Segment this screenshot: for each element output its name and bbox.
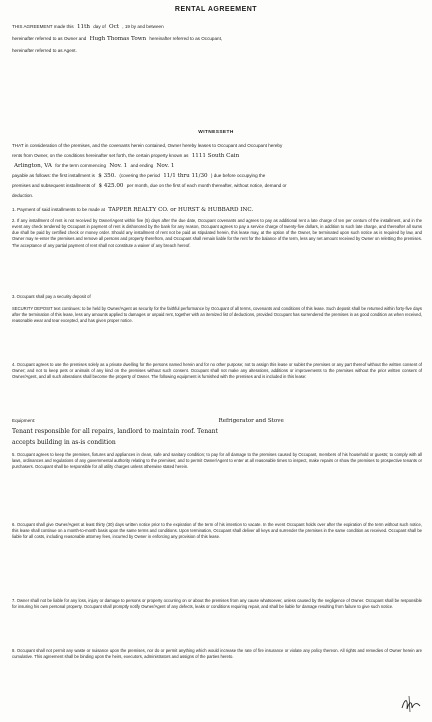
property-city: Arlington, VA — [14, 163, 52, 169]
clause-4: 4. Occupant agrees to use the premises solely as a private dwelling for the persons named herein and for no other purpose; not to assign this lease or sublet the premises or any part thereof without the written consent of Owner; and not to keep pets or animals of any kind on the premises without such consent. Occupant shall not make any alterations, additions or improvements to the premises without the prior written consent of Owner/Agent, and all such alterations shall become the property of Owner. The following equipment is furnished with the premises and is included in this lease: — [12, 362, 422, 380]
body-printed-5a: per month, due on the first of each month thereafter, without notice, demand or — [126, 183, 287, 188]
body-line-4 — [12, 173, 422, 179]
witnesseth-heading: WITNESSETH — [198, 130, 234, 135]
body-printed-7: 1. Payment of said installments to be made at — [12, 207, 105, 212]
header-line-1 — [12, 24, 422, 30]
clause-5: 5. Occupant agrees to keep the premises, fixtures and appliances in clean, safe and sanitary condition; to pay for all damage to the premises caused by Occupant, members of his household or guests; to comply with all laws, ordinances and regulations of any governmental authority relating to the premises; and to permit Owner/Agent to enter at all reasonable times to inspect, make repairs or show the premises to prospective tenants or purchasers. Occupant shall be responsible for all utility charges unless otherwise stated herein. — [12, 452, 422, 470]
occupant-name: Hugh Thomas Town — [89, 36, 147, 42]
body-printed-6: deduction. — [12, 193, 34, 198]
body-printed-3b: and ending — [130, 163, 154, 168]
header-mid-2: hereinafter referred to as Occupant, — [149, 36, 223, 41]
payment-location: TAPPER REALTY CO. or HURST & HUBBARD INC. — [108, 207, 254, 213]
body-line-1 — [12, 143, 422, 149]
body-printed-5: premises and subsequent installments of — [12, 183, 96, 188]
document-title: RENTAL AGREEMENT — [174, 6, 258, 13]
header-printed-2: hereinafter referred to as Owner and — [12, 36, 87, 41]
body-printed-2: rents from Owner, on the conditions hereinafter set forth, the certain property known as — [12, 153, 189, 158]
body-line-6 — [12, 193, 422, 199]
occupant-initials-signature — [400, 694, 422, 714]
first-period: 11/1 thru 11/30 — [163, 173, 208, 179]
body-printed-3a: for the term commencing — [55, 163, 107, 168]
agreement-day: 11th — [76, 24, 90, 30]
equipment-line — [12, 418, 422, 424]
term-start: Nov. 1 — [109, 163, 128, 169]
clause-8: 8. Occupant shall not permit any waste or nuisance upon the premises, nor do or permit anything which would increase the rate of fire insurance or violate any policy thereon. All rights and remedies of Owner herein are cumulative. This agreement shall be binding upon the heirs, executors, administrators and assigns of the parties hereto. — [12, 648, 422, 660]
header-line-2 — [12, 36, 422, 42]
clause-6: 6. Occupant shall give Owner/Agent at least thirty (30) days written notice prior to the expiration of the term of his intention to vacate. In the event Occupant holds over after the expiration of the term without such notice, this lease shall continue on a month-to-month basis upon the same terms and conditions. Upon termination, Occupant shall deliver all keys and surrender the premises in the same condition as received. Occupant shall be liable for all costs, including reasonable attorney fees, incurred by Owner in enforcing any provision of this lease. — [12, 522, 422, 540]
body-line-2 — [12, 153, 422, 159]
equipment-value: Refrigerator and Stove — [218, 418, 284, 424]
monthly-installment: $ 425.00 — [98, 183, 124, 189]
body-line-3 — [12, 163, 422, 169]
first-installment: $ 350. — [98, 173, 117, 179]
special-terms-2: accepts building in as-is condition — [12, 439, 116, 446]
property-address: 1111 South Cain — [191, 153, 240, 159]
clause-2: 2. If any installment of rent is not received by Owner/Agent within five (5) days after the due date, Occupant covenants and agrees to pay as additional rent a late charge of ten per centum of the installment, and in the event any check tendered by Occupant in payment of rent is dishonored by the bank for any reason, Occupant agrees to pay a service charge of twenty-five dollars, in addition to such late charge, and thereafter all sums due shall be paid by certified check or money order. Should any installment of rent not be paid as stipulated herein, this lease may, at the option of the Owner, be terminated upon such notice as is required by law, and Owner may re-enter the premises and remove all persons and property therefrom, and Occupant shall remain liable for the rent for the balance of the term, less any net amount received by Owner on reletting the premises. The acceptance of any partial payment of rent shall not constitute a waiver of any breach hereof. — [12, 218, 422, 248]
body-printed-1: THAT in consideration of the premises, and the covenants herein contained, Owner hereby leases to Occupant and Occupant hereby — [12, 143, 283, 148]
clause-7: 7. Owner shall not be liable for any loss, injury or damage to persons or property occurring on or about the premises from any cause whatsoever, unless caused by the negligence of Owner. Occupant shall be responsible for insuring his own personal property. Occupant shall promptly notify Owner/Agent of any defects, leaks or conditions requiring repair, and shall be liable for damage resulting from failure to give such notice. — [12, 598, 422, 610]
special-terms-1: Tenant responsible for all repairs, landlord to maintain roof. Tenant — [12, 428, 218, 435]
term-end: Nov. 1 — [156, 163, 175, 169]
header-printed-1: THIS AGREEMENT made this — [12, 24, 74, 29]
agreement-month: Oct — [109, 24, 119, 30]
body-printed-4a: (covering the period — [119, 173, 160, 178]
body-printed-4: payable as follows: the first installment is — [12, 173, 95, 178]
body-line-5 — [12, 183, 422, 189]
header-printed-3: hereinafter referred to as Agent. — [12, 48, 77, 53]
header-line-3 — [12, 48, 422, 54]
handwritten-initials-icon — [400, 694, 422, 714]
clause-3-lead: 3. Occupant shall pay a security deposit of — [12, 294, 91, 299]
body-line-7 — [12, 207, 422, 213]
body-printed-4b: ) due before occupying the — [210, 173, 266, 178]
header-tail-1: , 19 by and between — [122, 24, 164, 29]
clause-3: SECURITY DEPOSIT text continues: to be held by Owner/Agent as security for the faithful performance by Occupant of all terms, covenants and conditions of this lease. Such deposit shall be returned within forty-five days after the termination of this lease, less any amounts applied to damages or unpaid rent, together with an itemized list of deductions, provided Occupant has surrendered the premises in as good condition as when received, reasonable wear and tear excepted, and has given proper notice. — [12, 306, 422, 324]
equipment-label: Equipment: — [12, 418, 36, 423]
header-mid-1: day of — [93, 24, 106, 29]
